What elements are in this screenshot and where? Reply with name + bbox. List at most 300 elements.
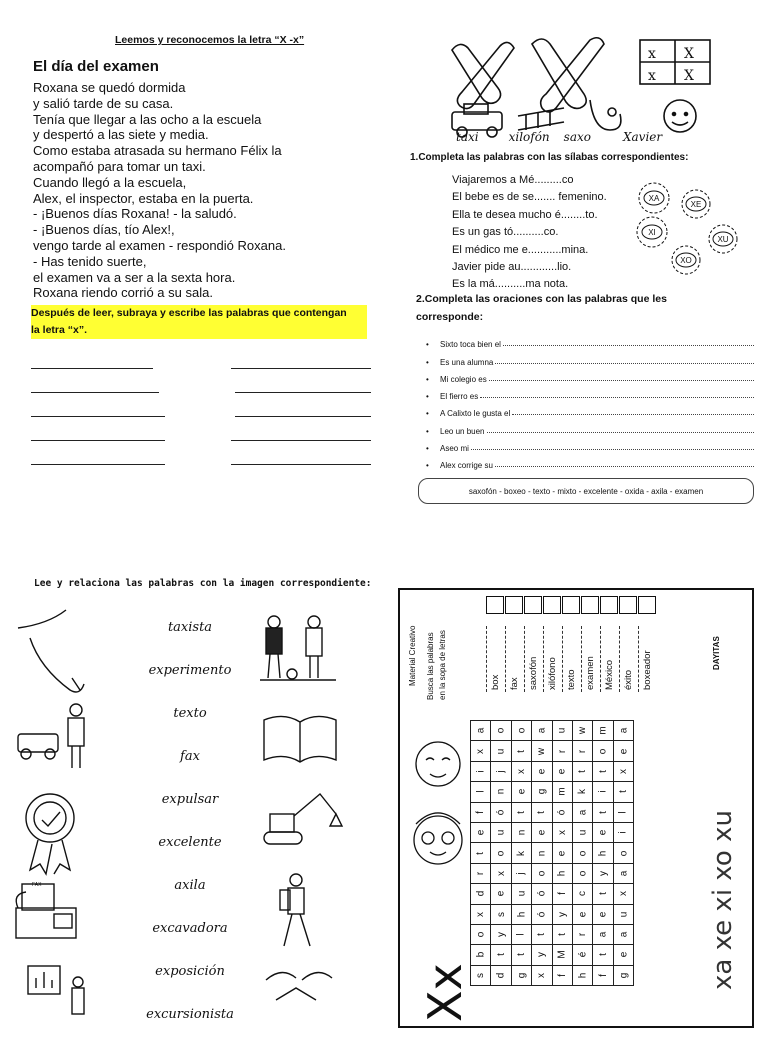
grid-cell[interactable]: [572, 945, 592, 965]
grid-cell[interactable]: [471, 761, 491, 781]
ws-side-title: Busca las palabras: [426, 632, 435, 700]
grid-cell[interactable]: [511, 863, 531, 883]
grid-cell[interactable]: [471, 843, 491, 863]
matching-word[interactable]: experimento: [148, 663, 232, 678]
left-pictures: [10, 608, 100, 1024]
grid-cell[interactable]: [491, 945, 511, 965]
grid-cell[interactable]: [511, 843, 531, 863]
matching-words: [110, 620, 270, 1050]
grid-letter: u: [617, 911, 629, 917]
grid-letter: u: [495, 829, 507, 836]
grid-letter: o: [475, 931, 487, 938]
grid-cell[interactable]: [532, 761, 552, 781]
grid-cell[interactable]: [532, 924, 552, 944]
exercise2-item: Mi colegio es: [440, 374, 487, 384]
grid-letter: r: [577, 932, 589, 937]
grid-cell[interactable]: [532, 782, 552, 802]
grid-cell[interactable]: [491, 802, 511, 822]
referee-picture[interactable]: [260, 616, 336, 680]
grid-letter: e: [617, 952, 629, 958]
grid-letter: t: [536, 933, 548, 936]
grid-cell[interactable]: [572, 802, 592, 822]
grid-cell[interactable]: [593, 822, 613, 842]
grid-letter: t: [597, 770, 609, 773]
caption: taxi: [456, 130, 479, 144]
grid-cell[interactable]: [471, 945, 491, 965]
grid-cell[interactable]: [552, 761, 572, 781]
ws-side-title: en la sopa de letras: [438, 630, 447, 700]
instruction-line: Después de leer, subraya y escribe las palabras que contengan: [31, 307, 347, 319]
grid-letter: o: [536, 870, 548, 877]
grid-letter: e: [495, 891, 507, 897]
grid-cell[interactable]: [511, 945, 531, 965]
answer-box[interactable]: [600, 596, 618, 614]
presentation-picture[interactable]: [28, 966, 84, 1014]
grid-letter: j: [515, 872, 527, 875]
small-letter: X: [684, 68, 694, 84]
grid-cell[interactable]: [572, 965, 592, 985]
grid-letter: x: [495, 870, 507, 876]
grid-cell[interactable]: [491, 965, 511, 985]
exercise1-item: El médico me e...........mina.: [452, 243, 589, 256]
grid-letter: ó: [536, 911, 548, 917]
grid-letter: e: [536, 829, 548, 836]
caption: saxo: [563, 130, 591, 144]
grid-cell[interactable]: [572, 782, 592, 802]
answer-box[interactable]: [505, 596, 523, 614]
matching-word[interactable]: axila: [174, 878, 206, 893]
grid-letter: u: [577, 829, 589, 836]
grid-letter: m: [556, 787, 568, 797]
matching-word[interactable]: excavadora: [152, 921, 228, 936]
fill-line[interactable]: [512, 414, 754, 415]
fill-line[interactable]: [487, 432, 755, 433]
grid-letter: n: [495, 789, 507, 795]
story-line: y despertó a las siete y media.: [33, 127, 209, 143]
brand-logo: DAYITAS: [712, 636, 721, 670]
grid-letter: h: [577, 972, 589, 979]
grid-cell[interactable]: [572, 904, 592, 924]
grid-cell[interactable]: [593, 863, 613, 883]
matching-word[interactable]: excursionista: [146, 1007, 234, 1022]
fax-machine-picture[interactable]: [16, 884, 76, 938]
grid-cell[interactable]: [593, 884, 613, 904]
grid-cell[interactable]: [491, 863, 511, 883]
grid-cell[interactable]: [471, 884, 491, 904]
grid-letter: a: [577, 809, 589, 816]
grid-cell[interactable]: [552, 741, 572, 761]
grid-letter: c: [577, 891, 589, 897]
grid-cell[interactable]: [511, 721, 531, 741]
hiker-picture[interactable]: [280, 874, 310, 946]
grid-cell[interactable]: [471, 863, 491, 883]
grid-cell[interactable]: [491, 843, 511, 863]
story-line: vengo tarde al examen - respondió Roxana.: [33, 237, 286, 253]
grid-row: [471, 782, 634, 802]
exercise2-title-line: corresponde:: [416, 311, 484, 323]
grid-letter: o: [515, 727, 527, 734]
answer-line[interactable]: [235, 384, 371, 393]
matching-word[interactable]: expulsar: [161, 792, 219, 807]
grid-letter: w: [577, 727, 589, 735]
children-faces: [408, 730, 466, 950]
grid-row: [471, 761, 634, 781]
grid-cell[interactable]: [613, 761, 633, 781]
grid-cell[interactable]: [471, 721, 491, 741]
syllable-flowers: [630, 176, 760, 276]
grid-letter: o: [495, 850, 507, 856]
grid-cell[interactable]: [491, 924, 511, 944]
grid-cell[interactable]: [471, 822, 491, 842]
small-letter: x: [648, 68, 656, 84]
grid-cell[interactable]: [491, 741, 511, 761]
grid-cell[interactable]: [491, 782, 511, 802]
grid-letter: o: [597, 748, 609, 754]
grid-cell[interactable]: [511, 782, 531, 802]
answer-box[interactable]: [524, 596, 542, 614]
grid-cell[interactable]: [593, 843, 613, 863]
grid-letter: ó: [536, 891, 548, 897]
answer-box[interactable]: [638, 596, 656, 614]
syllable-label: XU: [717, 235, 729, 244]
grid-letter: d: [495, 972, 507, 979]
word-list: [486, 626, 655, 692]
grid-cell[interactable]: [511, 802, 531, 822]
grid-cell[interactable]: [613, 945, 633, 965]
grid-cell[interactable]: [532, 822, 552, 842]
ws-word: fax: [509, 677, 520, 690]
grid-cell[interactable]: [511, 924, 531, 944]
answer-box[interactable]: [562, 596, 580, 614]
grid-cell[interactable]: [471, 782, 491, 802]
grid-letter: a: [617, 931, 629, 938]
grid-letter: l: [475, 790, 487, 793]
exercise1-item: Ella te desea mucho é........to.: [452, 208, 598, 221]
answer-line[interactable]: [231, 456, 371, 465]
grid-cell[interactable]: [613, 863, 633, 883]
exercise2-item: Sixto toca bien el: [440, 340, 501, 350]
grid-cell[interactable]: [511, 965, 531, 985]
grid-cell[interactable]: [613, 782, 633, 802]
small-letter: x: [648, 46, 656, 62]
exercise1-item: Es la má..........ma nota.: [452, 278, 569, 291]
grid-letter: m: [597, 726, 609, 735]
exercise2-item: El fierro es: [440, 392, 479, 402]
grid-cell[interactable]: [593, 741, 613, 761]
grid-cell[interactable]: [532, 802, 552, 822]
small-letter: X: [684, 46, 694, 62]
answer-line[interactable]: [231, 432, 371, 441]
grid-row: [471, 884, 634, 904]
letter-grid-table: [470, 720, 634, 986]
answer-box[interactable]: [581, 596, 599, 614]
grid-cell[interactable]: [491, 721, 511, 741]
grid-row: [471, 843, 634, 863]
grid-row: [471, 802, 634, 822]
grid-cell[interactable]: [572, 721, 592, 741]
matching-word[interactable]: taxista: [167, 620, 213, 635]
grid-letter: o: [577, 870, 589, 877]
grid-cell[interactable]: [491, 904, 511, 924]
grid-cell[interactable]: [593, 761, 613, 781]
story-line: Roxana riendo corrió a su sala.: [33, 285, 213, 301]
answer-line[interactable]: [31, 456, 165, 465]
grid-cell[interactable]: [511, 741, 531, 761]
fill-line[interactable]: [503, 345, 754, 346]
grid-cell[interactable]: [593, 904, 613, 924]
grid-cell[interactable]: [572, 843, 592, 863]
grid-cell[interactable]: [532, 904, 552, 924]
exercise2-title: [416, 290, 746, 326]
grid-cell[interactable]: [471, 802, 491, 822]
grid-cell[interactable]: [572, 822, 592, 842]
grid-letter: e: [475, 829, 487, 836]
answer-line[interactable]: [31, 384, 159, 393]
exercise2-item: Alex corrige su: [440, 461, 493, 471]
answer-line[interactable]: [31, 360, 153, 369]
grid-cell[interactable]: [552, 802, 572, 822]
pushing-hands-picture[interactable]: [266, 972, 332, 1000]
grid-row: [471, 863, 634, 883]
grid-cell[interactable]: [593, 721, 613, 741]
ws-word: éxito: [623, 669, 634, 690]
syllable-label: XO: [680, 256, 692, 265]
grid-letter: h: [556, 870, 568, 877]
grid-cell[interactable]: [552, 822, 572, 842]
grid-letter: t: [556, 933, 568, 936]
grid-letter: x: [617, 891, 629, 897]
grid-cell[interactable]: [552, 945, 572, 965]
grid-cell[interactable]: [613, 802, 633, 822]
grid-cell[interactable]: [552, 904, 572, 924]
grid-cell[interactable]: [593, 965, 613, 985]
answer-boxes: [486, 596, 656, 614]
grid-row: [471, 822, 634, 842]
matching-word[interactable]: fax: [180, 749, 200, 764]
answer-box[interactable]: [543, 596, 561, 614]
grid-cell[interactable]: [511, 884, 531, 904]
answer-line[interactable]: [31, 432, 165, 441]
grid-letter: i: [617, 831, 629, 834]
grid-cell[interactable]: [471, 924, 491, 944]
syllable-label: XI: [648, 228, 656, 237]
grid-cell[interactable]: [552, 884, 572, 904]
grid-letter: h: [597, 850, 609, 856]
grid-letter: j: [495, 770, 507, 773]
grid-letter: y: [536, 952, 548, 958]
grid-letter: u: [556, 727, 568, 734]
grid-letter: l: [515, 933, 527, 936]
answer-line[interactable]: [235, 408, 371, 417]
grid-letter: u: [495, 748, 507, 754]
exercise2-title-line: 2.Completa las oraciones con las palabras que les: [416, 293, 667, 305]
exercise2-items: [426, 332, 754, 470]
grid-letter: e: [597, 911, 609, 917]
matching-word[interactable]: excelente: [158, 835, 222, 850]
grid-letter: e: [597, 829, 609, 836]
ws-side-title: Material Creativo: [408, 625, 417, 686]
word-search-panel: [398, 588, 754, 1028]
taxi-driver-picture[interactable]: [18, 704, 84, 768]
grid-letter: e: [577, 911, 589, 917]
fill-line[interactable]: [495, 466, 754, 467]
exercise2-row: • Es una alumna: [426, 349, 754, 366]
grid-cell[interactable]: [532, 741, 552, 761]
excavator-picture[interactable]: [264, 794, 342, 844]
exercise1-title: 1.Completa las palabras con las sílabas correspondientes:: [410, 152, 689, 163]
grid-letter: a: [617, 727, 629, 734]
grid-cell[interactable]: [613, 741, 633, 761]
caption: xilofón: [508, 130, 550, 144]
ws-word: México: [604, 659, 615, 690]
grid-cell[interactable]: [491, 822, 511, 842]
grid-letter: x: [475, 748, 487, 754]
fax-label: FAX: [32, 882, 42, 888]
answer-line[interactable]: [31, 408, 165, 417]
grid-cell[interactable]: [532, 721, 552, 741]
grid-cell[interactable]: [572, 884, 592, 904]
grid-cell[interactable]: [552, 843, 572, 863]
grid-cell[interactable]: [552, 782, 572, 802]
grid-cell[interactable]: [613, 822, 633, 842]
exercise1-item: El bebe es de se....... femenino.: [452, 191, 607, 204]
armpit-picture[interactable]: [18, 610, 84, 692]
grid-cell[interactable]: [613, 965, 633, 985]
story-line: Alex, el inspector, estaba en la puerta.: [33, 190, 254, 206]
grid-cell[interactable]: [572, 863, 592, 883]
grid-cell[interactable]: [613, 904, 633, 924]
grid-letter: t: [515, 953, 527, 957]
grid-letter: M: [556, 950, 568, 960]
grid-letter: é: [577, 952, 589, 958]
story-text: [33, 80, 373, 301]
grid-letter: r: [577, 749, 589, 753]
grid-cell[interactable]: [532, 965, 552, 985]
grid-letter: ó: [495, 809, 507, 816]
grid-letter: x: [515, 768, 527, 774]
grid-cell[interactable]: [593, 802, 613, 822]
grid-cell[interactable]: [491, 761, 511, 781]
exercise1-item: Es un gas tó..........co.: [452, 226, 559, 239]
grid-cell[interactable]: [511, 822, 531, 842]
story-line: Cuando llegó a la escuela,: [33, 174, 187, 190]
grid-cell[interactable]: [552, 924, 572, 944]
fill-line[interactable]: [489, 380, 754, 381]
story-title: El día del examen: [33, 58, 159, 75]
story-line: Roxana se quedó dormida: [33, 80, 186, 95]
answer-box[interactable]: [619, 596, 637, 614]
grid-row: [471, 945, 634, 965]
answer-line[interactable]: [231, 360, 371, 369]
grid-cell[interactable]: [491, 884, 511, 904]
grid-letter: e: [617, 748, 629, 754]
grid-letter: e: [536, 768, 548, 775]
grid-cell[interactable]: [532, 843, 552, 863]
grid-row: [471, 924, 634, 944]
grid-cell[interactable]: [572, 741, 592, 761]
story-line: Tenía que llegar a las ocho a la escuela: [33, 111, 262, 127]
answer-box[interactable]: [486, 596, 504, 614]
grid-cell[interactable]: [552, 721, 572, 741]
exercise1-item: Viajaremos a Mé.........co: [452, 174, 574, 186]
fill-line[interactable]: [495, 363, 754, 364]
caption: Xavier: [622, 130, 663, 144]
answer-blanks: [31, 345, 371, 465]
grid-cell[interactable]: [511, 904, 531, 924]
grid-cell[interactable]: [613, 721, 633, 741]
grid-cell[interactable]: [572, 761, 592, 781]
grid-cell[interactable]: [613, 924, 633, 944]
grid-letter: o: [617, 850, 629, 856]
exercise2-row: • A Calixto le gusta el: [426, 401, 754, 418]
grid-letter: o: [577, 850, 589, 856]
word-bank: saxofón - boxeo - texto - mixto - excelente - oxida - axila - examen: [418, 478, 754, 504]
grid-letter: i: [475, 770, 487, 773]
grid-letter: w: [536, 747, 548, 755]
grid-letter: ó: [556, 809, 568, 816]
grid-letter: x: [536, 972, 548, 978]
grid-letter: n: [515, 829, 527, 836]
grid-cell[interactable]: [572, 924, 592, 944]
exercise2-row: • Aseo mi: [426, 436, 754, 453]
grid-letter: g: [617, 972, 629, 979]
grid-letter: y: [597, 870, 609, 876]
grid-letter: t: [475, 851, 487, 855]
grid-cell[interactable]: [532, 863, 552, 883]
grid-cell[interactable]: [593, 924, 613, 944]
grid-row: [471, 965, 634, 985]
exercise1-item: Javier pide au............lio.: [452, 261, 572, 274]
fill-line[interactable]: [471, 449, 754, 450]
grid-cell[interactable]: [593, 945, 613, 965]
grid-row: [471, 904, 634, 924]
grid-cell[interactable]: [613, 843, 633, 863]
grid-letter: l: [617, 811, 629, 814]
grid-cell[interactable]: [613, 884, 633, 904]
grid-cell[interactable]: [511, 761, 531, 781]
exercise2-row: • Mi colegio es: [426, 367, 754, 384]
grid-letter: b: [475, 952, 487, 958]
grid-letter: e: [556, 768, 568, 775]
grid-cell[interactable]: [552, 863, 572, 883]
story-line: - ¡Buenos días Roxana! - la saludó.: [33, 206, 237, 222]
grid-cell[interactable]: [471, 741, 491, 761]
grid-cell[interactable]: [593, 782, 613, 802]
grid-row: [471, 721, 634, 741]
grid-cell[interactable]: [471, 904, 491, 924]
ws-word: examen: [585, 656, 596, 690]
story-line: y salió tarde de su casa.: [33, 95, 174, 111]
grid-cell[interactable]: [532, 884, 552, 904]
syllable-label: XA: [648, 194, 660, 203]
grid-letter: h: [515, 911, 527, 917]
grid-letter: t: [597, 892, 609, 896]
fill-line[interactable]: [480, 397, 754, 398]
ws-word: texto: [566, 669, 577, 690]
matching-word[interactable]: exposición: [155, 964, 225, 979]
grid-letter: a: [597, 931, 609, 938]
exercise2-row: • Sixto toca bien el: [426, 332, 754, 349]
award-ribbon-picture[interactable]: [26, 794, 74, 874]
grid-letter: t: [577, 770, 589, 773]
grid-row: [471, 741, 634, 761]
open-book-picture[interactable]: [264, 716, 336, 762]
grid-cell[interactable]: [532, 945, 552, 965]
matching-word[interactable]: texto: [173, 706, 207, 721]
grid-cell[interactable]: [471, 965, 491, 985]
exercise2-item: Aseo mi: [440, 444, 469, 454]
grid-cell[interactable]: [552, 965, 572, 985]
